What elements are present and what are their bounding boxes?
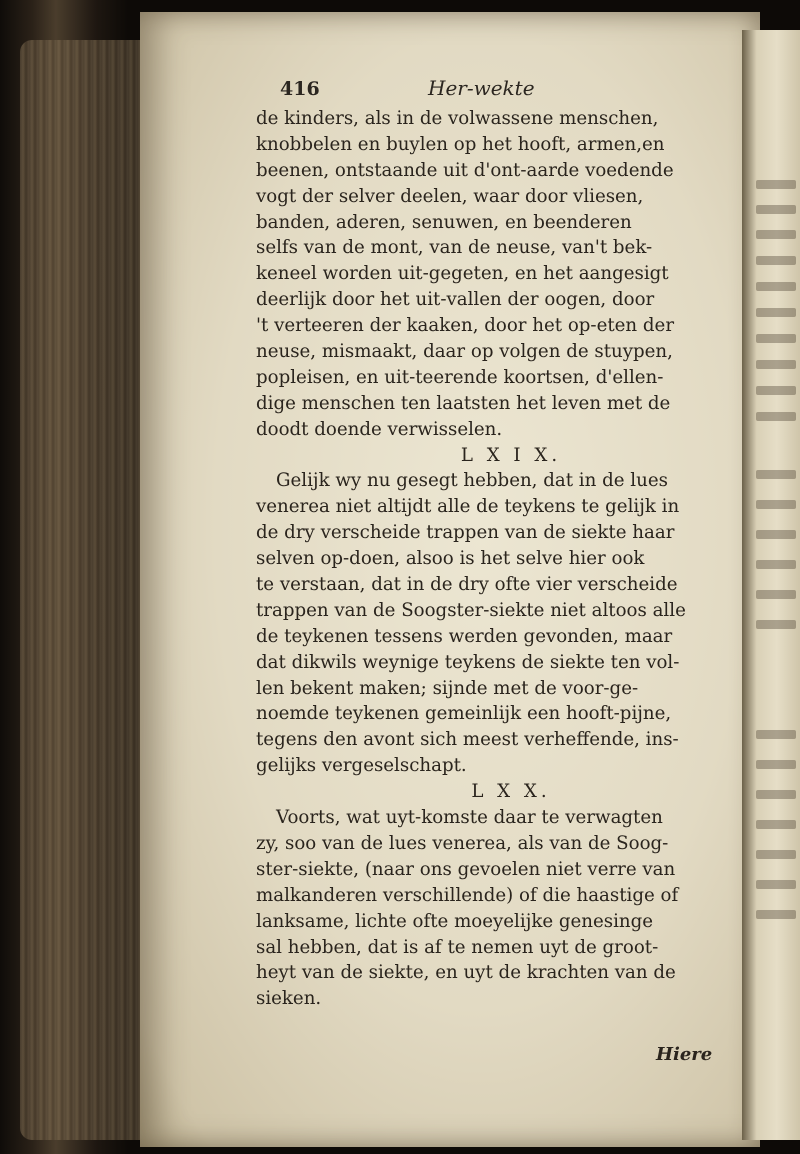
- text-line: deerlijk door het uit-vallen der oogen, door: [256, 289, 655, 311]
- text-line: dat dikwils weynige teykens de siekte ten vol-: [256, 651, 680, 673]
- text-line: selven op-doen, alsoo is het selve hier ook: [256, 548, 645, 570]
- text-line: noemde teykenen gemeinlijk een hooft-pijne,: [256, 703, 672, 725]
- text-line: knobbelen en buylen op het hooft, armen,en: [256, 133, 665, 155]
- text-line: popleisen, en uit-teerende koortsen, d'ellen-: [256, 366, 664, 388]
- text-line: vogt der selver deelen, waar door vliesen,: [256, 185, 644, 207]
- text-line: heyt van de siekte, en uyt de krachten van de: [256, 962, 676, 984]
- text-line: Voorts, wat uyt-komste daar te verwagten: [276, 807, 663, 829]
- text-line: gelijks vergeselschapt.: [256, 755, 467, 777]
- text-line: lanksame, lichte ofte moeyelijke genesinge: [256, 910, 654, 932]
- text-line: de kinders, als in de volwassene menschen,: [256, 108, 659, 129]
- catchword: Hiere: [656, 1044, 713, 1065]
- facing-page-edge: [742, 30, 800, 1140]
- text-line: selfs van de mont, van de neuse, van't bek-: [256, 237, 653, 259]
- text-line: de teykenen tessens werden gevonden, maar: [256, 625, 673, 647]
- text-line: venerea niet altijdt alle de teykens te gelijk in: [256, 496, 680, 518]
- text-line: te verstaan, dat in de dry ofte vier verscheide: [256, 574, 678, 596]
- text-line: sieken.: [256, 988, 322, 1010]
- text-line: malkanderen verschillende) of die haastige of: [256, 884, 679, 906]
- page-number: 416: [280, 78, 320, 100]
- body-text: [256, 106, 736, 1012]
- page-header: [280, 78, 600, 106]
- text-line: neuse, mismaakt, daar op volgen de stuypen,: [256, 341, 673, 363]
- text-line: ster-siekte, (naar ons gevoelen niet verre van: [256, 858, 676, 880]
- text-line: keneel worden uit-gegeten, en het aangesigt: [256, 263, 669, 285]
- text-line: len bekent maken; sijnde met de voor-ge-: [256, 677, 639, 699]
- section-heading: L X I X.: [460, 444, 562, 466]
- text-line: zy, soo van de lues venerea, als van de Soog-: [256, 832, 669, 854]
- text-line: banden, aderen, senuwen, en beenderen: [256, 211, 632, 233]
- book-spine: [20, 40, 140, 1140]
- running-head: Her-wekte: [428, 76, 535, 100]
- text-line: sal hebben, dat is af te nemen uyt de groot-: [256, 936, 659, 958]
- text-line: de dry verscheide trappen van de siekte haar: [256, 522, 675, 544]
- text-line: beenen, ontstaande uit d'ont-aarde voedende: [256, 159, 674, 181]
- text-line: Gelijk wy nu gesegt hebben, dat in de lues: [276, 470, 668, 492]
- text-line: trappen van de Soogster-siekte niet altoos alle: [256, 599, 686, 621]
- text-line: dige menschen ten laatsten het leven met de: [256, 392, 671, 414]
- text-line: 't verteeren der kaaken, door het op-eten der: [256, 315, 675, 337]
- text-line: doodt doende verwisselen.: [256, 418, 503, 440]
- text-line: tegens den avont sich meest verheffende, ins-: [256, 729, 679, 751]
- section-heading: L X X.: [471, 781, 551, 803]
